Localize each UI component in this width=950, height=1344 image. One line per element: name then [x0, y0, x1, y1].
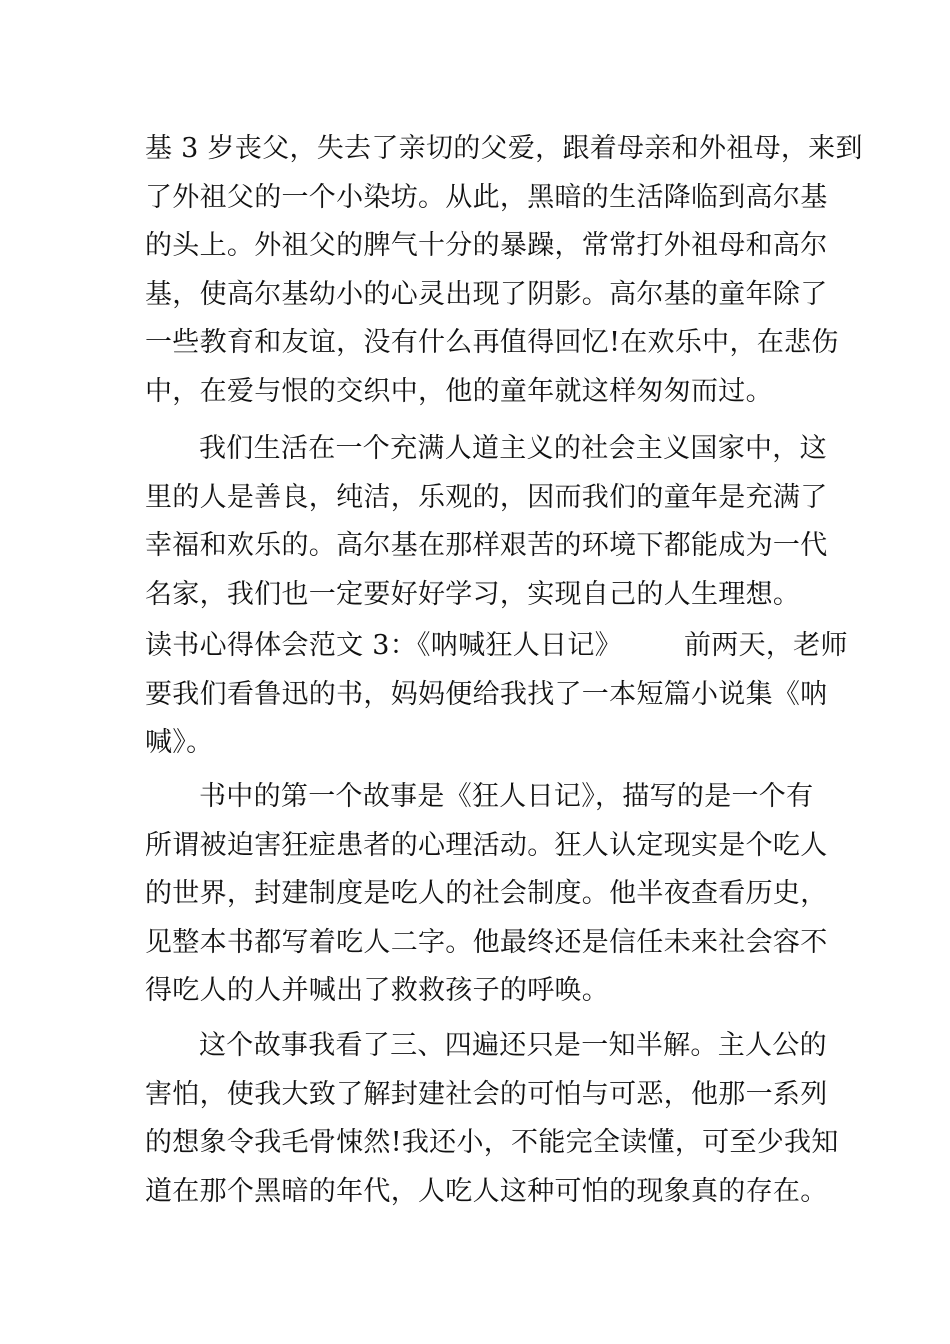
paragraph-essay-heading: [145, 622, 848, 768]
text-line: 幸福和欢乐的。高尔基在那样艰苦的环境下都能成为一代: [145, 530, 828, 562]
text-line: 要我们看鲁迅的书，妈妈便给我找了一本短篇小说集《呐: [145, 678, 828, 710]
text-line: 得吃人的人并喊出了救救孩子的呼唤。: [145, 975, 610, 1007]
text-line: 的世界，封建制度是吃人的社会制度。他半夜查看历史，: [145, 878, 828, 910]
text-line: 所谓被迫害狂症患者的心理活动。狂人认定现实是个吃人: [145, 829, 828, 861]
text-line: 里的人是善良，纯洁，乐观的，因而我们的童年是充满了: [145, 481, 828, 513]
text-line: 书中的第一个故事是《狂人日记》，描写的是一个有: [199, 781, 814, 812]
text-line: 中，在爱与恨的交织中，他的童年就这样匆匆而过。: [145, 375, 773, 407]
text-line: 我们生活在一个充满人道主义的社会主义国家中，这: [199, 433, 827, 464]
text-line: 这个故事我看了三、四遍还只是一知半解。主人公的: [199, 1030, 827, 1061]
paragraph-madman-diary: [145, 773, 828, 1016]
text-run: 前两天，老师: [683, 630, 848, 661]
text-line: 名家，我们也一定要好好学习，实现自己的人生理想。: [145, 578, 801, 610]
text-line: 一些教育和友谊，没有什么再值得回忆!在欢乐中，在悲伤: [145, 327, 839, 359]
text-line: 基，使高尔基幼小的心灵出现了阴影。高尔基的童年除了: [145, 278, 828, 310]
text-line: 喊》。: [145, 727, 214, 759]
text-line: 害怕，使我大致了解封建社会的可怕与可恶，他那一系列: [145, 1078, 828, 1110]
paragraph-reflection: [145, 1022, 839, 1216]
essay-title: 读书心得体会范文 3：《呐喊狂人日记》: [145, 630, 622, 661]
text-line: 了外祖父的一个小染坊。从此，黑暗的生活降临到高尔基: [145, 181, 828, 213]
heading-line: [145, 622, 848, 671]
text-line: 见整本书都写着吃人二字。他最终还是信任未来社会容不: [145, 926, 828, 958]
text-line: 道在那个黑暗的年代，人吃人这种可怕的现象真的存在。: [145, 1175, 828, 1207]
paragraph-gorky-childhood: [145, 125, 863, 417]
text-line: 的想象令我毛骨悚然!我还小，不能完全读懂，可至少我知: [145, 1127, 839, 1159]
paragraph-our-childhood: [145, 425, 828, 619]
text-line: 的头上。外祖父的脾气十分的暴躁，常常打外祖母和高尔: [145, 230, 828, 262]
text-line: 基 3 岁丧父，失去了亲切的父爱，跟着母亲和外祖母，来到: [145, 133, 863, 164]
